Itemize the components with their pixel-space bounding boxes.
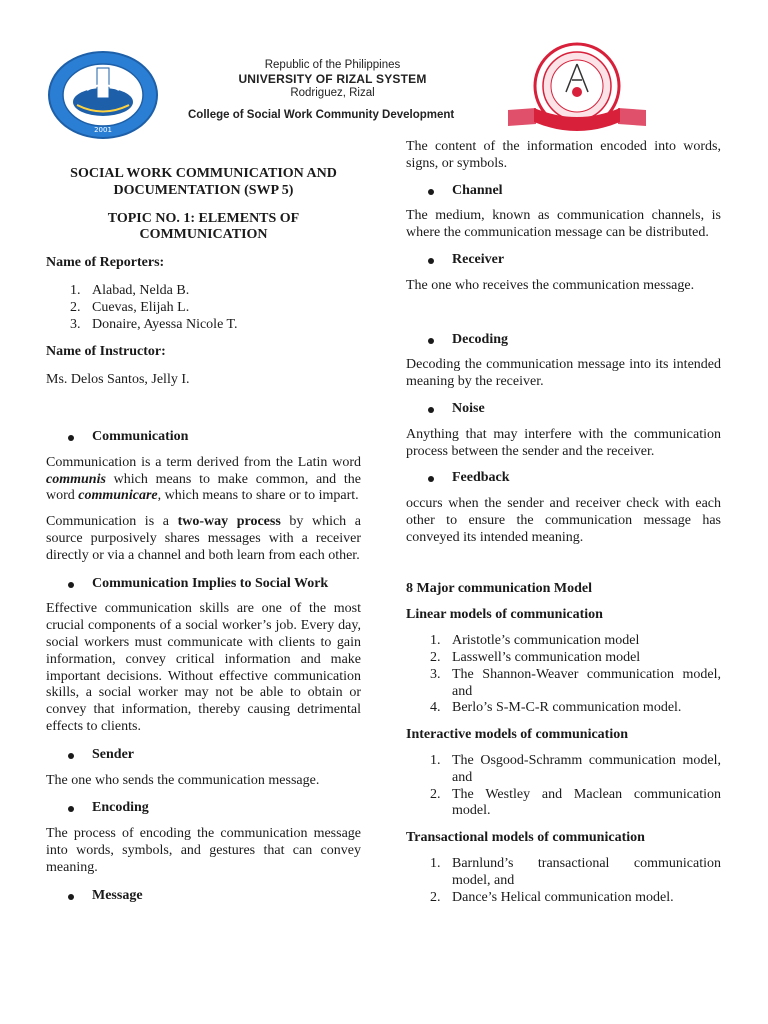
bullet-icon (428, 407, 434, 413)
section-heading-feedback: Feedback (406, 470, 721, 487)
encoding-paragraph: The process of encoding the communication message into words, symbols, and gestures that can convey meaning. (46, 826, 361, 875)
list-item: 1. The Osgood-Schramm communication model, and (430, 752, 721, 785)
right-column (406, 139, 721, 906)
university-name: UNIVERSITY OF RIZAL SYSTEM (238, 72, 427, 86)
communication-definition: Communication is a term derived from the Latin word communis which means to make common, and the word communicare, which means to share or to impart. (46, 454, 361, 504)
bullet-icon (428, 338, 434, 344)
transactional-models-list (406, 856, 721, 906)
bullet-icon (428, 189, 434, 195)
bullet-icon (68, 582, 74, 588)
instructor-label: Name of Instructor: (46, 344, 166, 360)
receiver-paragraph: The one who receives the communication message. (406, 277, 695, 293)
list-item: 3. The Shannon-Weaver communication model, and (430, 666, 721, 699)
interactive-models-list (406, 753, 721, 820)
list-item: 2. The Westley and Maclean communication model. (430, 786, 721, 819)
implies-paragraph: Effective communication skills are one of the most crucial components of a social worker’s job. Every day, social workers must communicate with clients to gain information, convey critical information and make important decisions. Without effective communication skills, a social worker may not be able to obtain or convey that information, thereby causing detrimental effects to clients. (46, 601, 361, 734)
reporters-label: Name of Reporters: (46, 255, 165, 271)
list-item: 2. Dance’s Helical communication model. (430, 889, 674, 905)
svg-text:2001: 2001 (94, 126, 112, 134)
bullet-icon (68, 435, 74, 441)
message-paragraph: The content of the information encoded into words, signs, or symbols. (406, 139, 721, 171)
list-item: 1. Barnlund’s transactional communication model, and (430, 855, 721, 888)
channel-paragraph: The medium, known as communication channels, is where the communication message can be distributed. (406, 208, 721, 241)
university-location: Rodriguez, Rizal (290, 87, 375, 99)
course-title: SOCIAL WORK COMMUNICATION AND DOCUMENTATION (SWP 5) (70, 166, 337, 198)
section-heading-communication: Communication (46, 429, 361, 446)
section-heading-implies: Communication Implies to Social Work (46, 576, 361, 593)
transactional-models-heading: Transactional models of communication (406, 830, 645, 846)
college-seal-logo (506, 42, 648, 134)
section-heading-noise: Noise (406, 401, 721, 418)
communication-process: Communication is a two-way process by which a source purposively shares messages with a receiver directly or via a channel and both learn from each other. (46, 514, 361, 563)
list-item: 4. Berlo’s S-M-C-R communication model. (430, 700, 682, 716)
models-heading: 8 Major communication Model (406, 580, 592, 596)
section-heading-decoding: Decoding (406, 332, 721, 349)
section-heading-encoding: Encoding (46, 800, 361, 817)
instructor-name: Ms. Delos Santos, Jelly I. (46, 372, 190, 388)
list-item: 3. Donaire, Ayessa Nicole T. (70, 316, 238, 332)
section-heading-message: Message (46, 888, 361, 905)
reporters-list (46, 283, 361, 333)
list-item: 1. Aristotle’s communication model (430, 633, 640, 649)
section-heading-sender: Sender (46, 747, 361, 764)
list-item: 2. Cuevas, Elijah L. (70, 299, 190, 315)
university-seal-logo (47, 50, 159, 140)
letterhead (160, 58, 505, 100)
noise-paragraph: Anything that may interfere with the communication process between the sender and the receiver. (406, 426, 721, 459)
section-heading-receiver: Receiver (406, 252, 721, 269)
bullet-icon (428, 476, 434, 482)
decoding-paragraph: Decoding the communication message into its intended meaning by the receiver. (406, 357, 721, 390)
bullet-icon (68, 753, 74, 759)
interactive-models-heading: Interactive models of communication (406, 727, 629, 743)
section-heading-channel: Channel (406, 183, 721, 200)
bullet-icon (68, 806, 74, 812)
college-name: College of Social Work Community Development (188, 109, 455, 121)
republic-line: Republic of the Philippines (264, 59, 401, 71)
bullet-icon (428, 258, 434, 264)
bullet-icon (68, 894, 74, 900)
list-item: 2. Lasswell’s communication model (430, 649, 641, 665)
linear-models-list (406, 633, 721, 717)
topic-title: TOPIC NO. 1: ELEMENTS OF COMMUNICATION (107, 210, 300, 243)
sender-paragraph: The one who sends the communication message. (46, 772, 320, 788)
list-item: 1. Alabad, Nelda B. (70, 282, 190, 298)
left-column (46, 166, 361, 904)
feedback-paragraph: occurs when the sender and receiver check with each other to ensure the communication message has conveyed its intended meaning. (406, 496, 721, 545)
linear-models-heading: Linear models of communication (406, 607, 603, 623)
